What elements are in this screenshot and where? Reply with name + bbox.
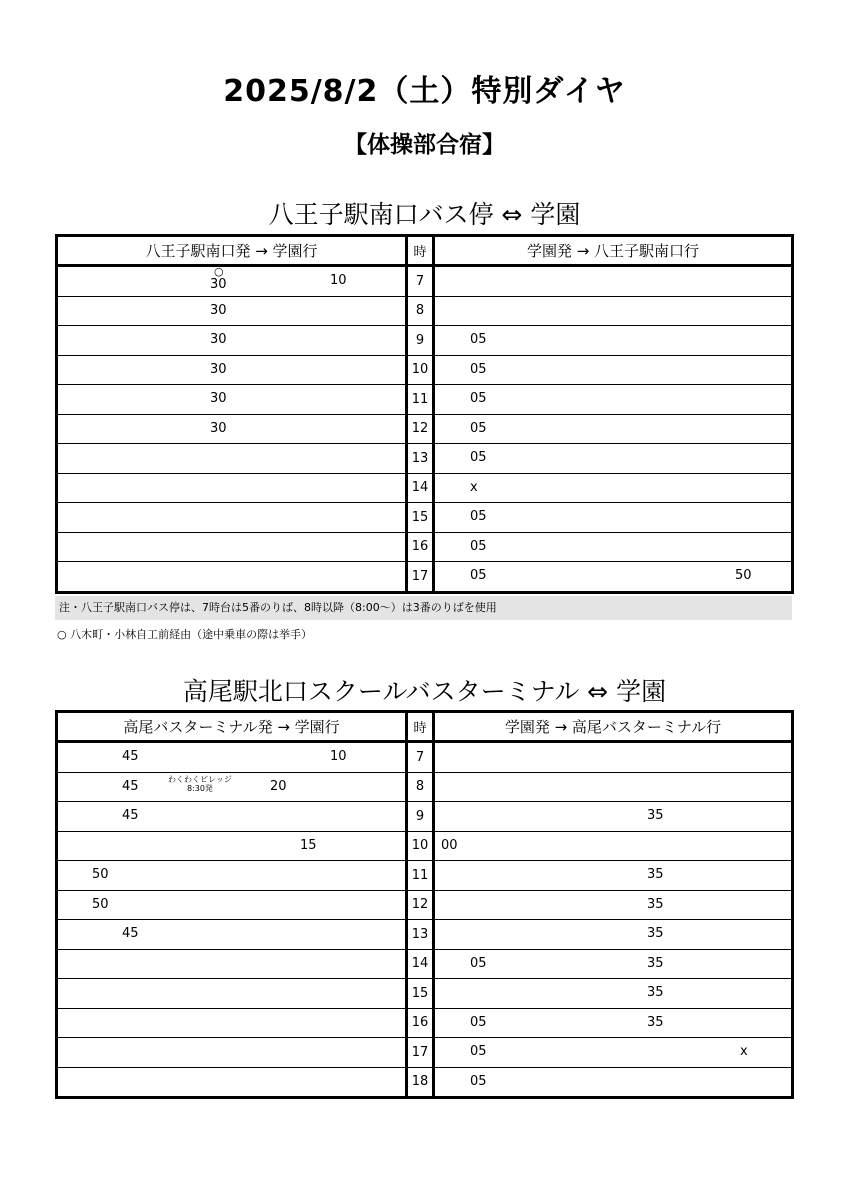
departure-cell-left bbox=[57, 532, 407, 562]
hour-cell: 17 bbox=[407, 562, 434, 593]
hour-cell: 14 bbox=[407, 949, 434, 979]
departure-cell-right bbox=[434, 562, 793, 593]
departure-cell-left bbox=[57, 949, 407, 979]
departure-cell-right bbox=[434, 355, 793, 385]
departure-cell-left bbox=[57, 1008, 407, 1038]
hour-cell: 7 bbox=[407, 266, 434, 297]
departure-cell-right bbox=[434, 296, 793, 326]
departure-minute: 05 bbox=[470, 1073, 487, 1089]
departure-cell-left bbox=[57, 920, 407, 950]
table-row bbox=[57, 979, 793, 1009]
departure-cell-left bbox=[57, 831, 407, 861]
departure-minute: 05 bbox=[470, 1014, 487, 1030]
hour-cell: 17 bbox=[407, 1038, 434, 1068]
departure-minute: 50 bbox=[92, 867, 109, 882]
departure-cell-left bbox=[57, 1038, 407, 1068]
departure-minute: 35 bbox=[647, 808, 664, 823]
departure-minute: 45 bbox=[122, 926, 139, 941]
hour-cell: 15 bbox=[407, 503, 434, 533]
departure-minute: 05 bbox=[470, 450, 487, 465]
departure-minute: 00 bbox=[441, 837, 458, 853]
departure-cell-left bbox=[57, 742, 407, 773]
hour-cell: 16 bbox=[407, 532, 434, 562]
hour-cell: 13 bbox=[407, 444, 434, 474]
note-line: 8:30発 bbox=[186, 783, 213, 793]
departure-cell-right bbox=[434, 802, 793, 832]
table-row bbox=[57, 1067, 793, 1098]
departure-minute: 30 bbox=[210, 302, 227, 318]
table-row bbox=[57, 1038, 793, 1068]
table-row bbox=[57, 266, 793, 297]
hour-cell: 16 bbox=[407, 1008, 434, 1038]
departure-minute: x bbox=[470, 479, 478, 495]
hour-cell: 11 bbox=[407, 385, 434, 415]
departure-cell-right bbox=[434, 949, 793, 979]
table-row bbox=[57, 1008, 793, 1038]
departure-cell-right bbox=[434, 1038, 793, 1068]
departure-minute: 05 bbox=[470, 391, 487, 406]
departure-minute: 50 bbox=[92, 896, 109, 912]
departure-minute: 30 bbox=[210, 361, 227, 377]
departure-cell-right bbox=[434, 742, 793, 773]
table-row bbox=[57, 326, 793, 356]
hour-cell: 9 bbox=[407, 326, 434, 356]
col-header-left: 高尾バスターミナル発 → 学園行 bbox=[57, 712, 407, 742]
col-header-hour: 時 bbox=[407, 712, 434, 742]
page-title: 2025/8/2（土）特別ダイヤ bbox=[223, 74, 626, 109]
hour-cell: 10 bbox=[407, 355, 434, 385]
departure-minute: 35 bbox=[647, 985, 664, 1000]
departure-minute: 45 bbox=[122, 778, 139, 794]
departure-cell-right bbox=[434, 890, 793, 920]
note-route: ○ 八木町・小林自工前経由（途中乗車の際は挙手） bbox=[57, 628, 313, 641]
departure-minute: x bbox=[740, 1044, 748, 1059]
departure-cell-right bbox=[434, 861, 793, 891]
hour-cell: 18 bbox=[407, 1067, 434, 1098]
departure-minute: 05 bbox=[470, 568, 487, 583]
departure-minute: 05 bbox=[470, 955, 487, 971]
table-row bbox=[57, 949, 793, 979]
hour-cell: 14 bbox=[407, 473, 434, 503]
departure-minute: 10 bbox=[330, 749, 347, 764]
departure-cell-left bbox=[57, 414, 407, 444]
departure-cell-right bbox=[434, 1067, 793, 1098]
departure-cell-right bbox=[434, 414, 793, 444]
hour-cell: 15 bbox=[407, 979, 434, 1009]
departure-cell-right bbox=[434, 444, 793, 474]
departure-cell-right bbox=[434, 266, 793, 297]
hour-cell: 8 bbox=[407, 296, 434, 326]
table-row bbox=[57, 890, 793, 920]
hour-cell: 7 bbox=[407, 742, 434, 773]
departure-cell-left bbox=[57, 385, 407, 415]
departure-minute: 35 bbox=[647, 1014, 664, 1030]
departure-cell-left bbox=[57, 355, 407, 385]
departure-cell-right bbox=[434, 385, 793, 415]
section1-title: 八王子駅南口バス停 ⇔ 学園 bbox=[268, 200, 581, 229]
hour-cell: 8 bbox=[407, 772, 434, 802]
departure-cell-left bbox=[57, 772, 407, 802]
table-row bbox=[57, 355, 793, 385]
departure-minute: 30 bbox=[210, 332, 227, 347]
hour-cell: 12 bbox=[407, 414, 434, 444]
hour-cell: 11 bbox=[407, 861, 434, 891]
col-header-left: 八王子駅南口発 → 学園行 bbox=[57, 236, 407, 266]
table-row bbox=[57, 742, 793, 773]
departure-minute: 35 bbox=[647, 955, 664, 971]
departure-minute: 05 bbox=[470, 361, 487, 377]
departure-cell-left bbox=[57, 1067, 407, 1098]
table-row bbox=[57, 296, 793, 326]
departure-cell-left bbox=[57, 979, 407, 1009]
table-row bbox=[57, 802, 793, 832]
departure-minute: 05 bbox=[470, 509, 487, 524]
departure-minute: 45 bbox=[122, 749, 139, 764]
departure-minute: 05 bbox=[470, 538, 487, 554]
departure-minute: 15 bbox=[300, 837, 317, 853]
departure-cell-left bbox=[57, 444, 407, 474]
departure-minute: 50 bbox=[735, 568, 752, 583]
departure-cell-left bbox=[57, 861, 407, 891]
table-row bbox=[57, 473, 793, 503]
hour-cell: 9 bbox=[407, 802, 434, 832]
page-subtitle: 【体操部合宿】 bbox=[344, 132, 505, 158]
timetable-takao bbox=[55, 710, 794, 1099]
table-row bbox=[57, 920, 793, 950]
hour-cell: 10 bbox=[407, 831, 434, 861]
village-departure-note bbox=[168, 775, 232, 793]
hour-cell: 13 bbox=[407, 920, 434, 950]
table-row bbox=[57, 503, 793, 533]
table-row bbox=[57, 444, 793, 474]
departure-cell-left bbox=[57, 473, 407, 503]
departure-minute: 45 bbox=[122, 808, 139, 823]
departure-cell-left bbox=[57, 503, 407, 533]
departure-minute: 35 bbox=[647, 867, 664, 882]
departure-cell-left bbox=[57, 326, 407, 356]
section2-title: 高尾駅北口スクールバスターミナル ⇔ 学園 bbox=[182, 677, 667, 706]
departure-cell-right bbox=[434, 920, 793, 950]
departure-cell-right bbox=[434, 1008, 793, 1038]
table-row bbox=[57, 772, 793, 802]
table-row bbox=[57, 532, 793, 562]
departure-cell-right bbox=[434, 831, 793, 861]
departure-cell-left bbox=[57, 266, 407, 297]
departure-cell-right bbox=[434, 772, 793, 802]
departure-cell-right bbox=[434, 473, 793, 503]
departure-minute: 20 bbox=[270, 778, 287, 794]
hour-cell: 12 bbox=[407, 890, 434, 920]
table-row bbox=[57, 414, 793, 444]
table-row bbox=[57, 831, 793, 861]
table-header-row bbox=[57, 712, 793, 742]
departure-minute: 30 bbox=[210, 420, 227, 436]
departure-cell-left bbox=[57, 802, 407, 832]
departure-minute: 30 bbox=[210, 391, 227, 406]
departure-minute: 05 bbox=[470, 332, 487, 347]
departure-cell-right bbox=[434, 979, 793, 1009]
table-row bbox=[57, 385, 793, 415]
table-row bbox=[57, 562, 793, 593]
departure-minute: 35 bbox=[647, 926, 664, 941]
departure-cell-left bbox=[57, 296, 407, 326]
departure-cell-right bbox=[434, 503, 793, 533]
departure-minute: 35 bbox=[647, 896, 664, 912]
departure-cell-left bbox=[57, 562, 407, 593]
timetable-hachioji bbox=[55, 234, 794, 594]
departure-minute: 10 bbox=[330, 273, 347, 288]
col-header-right: 学園発 → 高尾バスターミナル行 bbox=[434, 712, 793, 742]
note-bus-stop: 注・八王子駅南口バス停は、7時台は5番のりば、8時以降（8:00～）は3番のりばを使用 bbox=[55, 596, 792, 620]
table-header-row bbox=[57, 236, 793, 266]
table-row bbox=[57, 861, 793, 891]
col-header-right: 学園発 → 八王子駅南口行 bbox=[434, 236, 793, 266]
departure-minute: 05 bbox=[470, 420, 487, 436]
departure-cell-right bbox=[434, 532, 793, 562]
note-line: わくわくビレッジ bbox=[168, 774, 232, 784]
departure-minute: 05 bbox=[470, 1044, 487, 1059]
via-mark-icon: ○ bbox=[214, 265, 224, 278]
col-header-hour: 時 bbox=[407, 236, 434, 266]
departure-cell-right bbox=[434, 326, 793, 356]
departure-cell-left bbox=[57, 890, 407, 920]
departure-minute: 30 bbox=[210, 277, 227, 292]
